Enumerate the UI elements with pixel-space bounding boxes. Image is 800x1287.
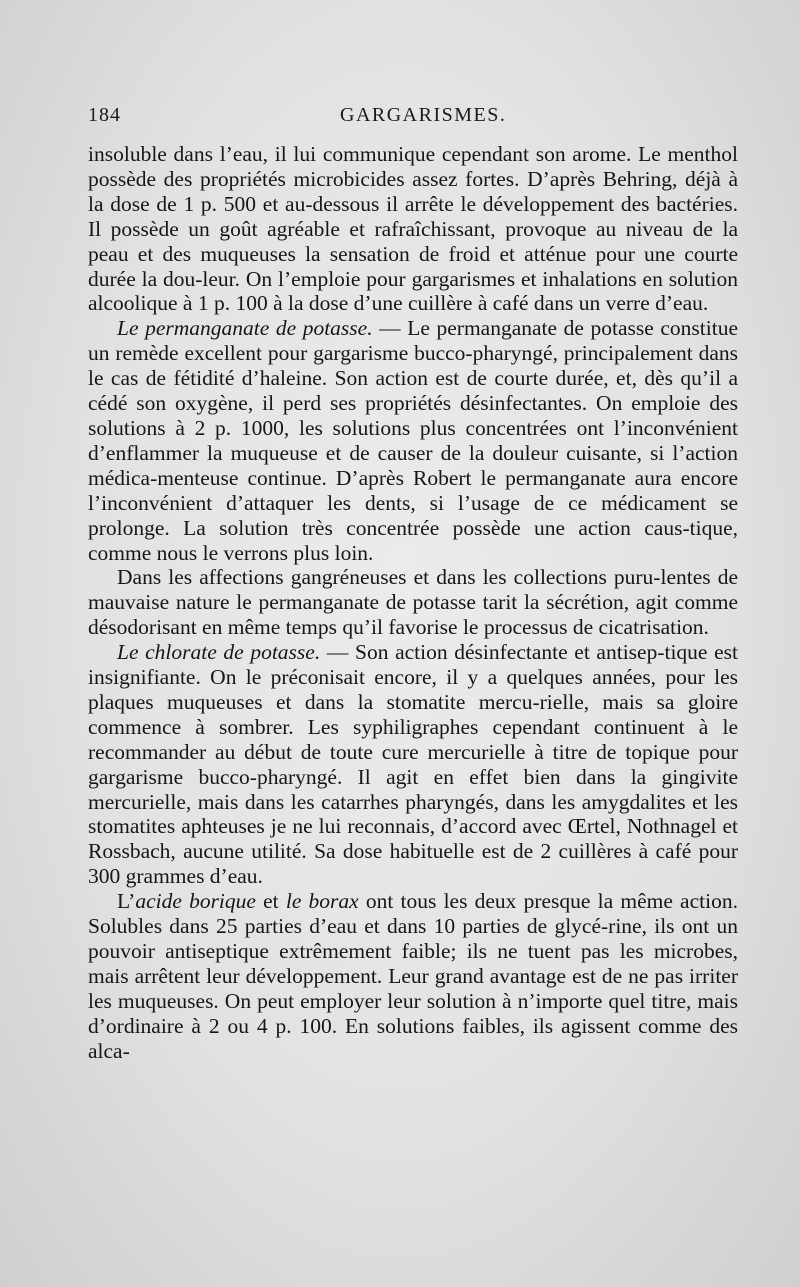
section-heading-chlorate: Le chlorate de potasse. xyxy=(117,640,321,665)
running-title: GARGARISMES. xyxy=(340,104,507,126)
paragraph-affections xyxy=(88,565,738,640)
section-heading-permanganate: Le permanganate de potasse. xyxy=(117,316,373,341)
section-heading-borax: le borax xyxy=(285,889,359,914)
paragraph-menthol-continued xyxy=(88,142,738,316)
section-heading-acide-borique: acide borique xyxy=(135,889,256,914)
paragraph-prefix: L’ xyxy=(117,889,136,914)
paragraph-text: insoluble dans l’eau, il lui communique cependant son arome. Le menthol possède des propriétés microbicides assez fortes. D’après Behring, déjà à la dose de 1 p. 500 et au-dessous il arrête le développement des bactéries. Il possède un goût agréable et rafraîchissant, provoque au niveau de la peau et des muqueuses la sensation de froid et atténue pour une courte durée la dou-leur. On l’emploie pour gargarismes et inhalations en solution alcoolique à 1 p. 100 à la dose d’une cuillère à café dans un verre d’eau. xyxy=(88,142,738,316)
paragraph-chlorate xyxy=(88,640,738,889)
paragraph-connector: et xyxy=(255,889,286,914)
paragraph-acide-borique xyxy=(88,889,738,1063)
paragraph-permanganate xyxy=(88,316,738,565)
paragraph-text: Dans les affections gangréneuses et dans les collections puru-lentes de mauvaise nature le permanganate de potasse tarit la sécrétion, agit comme désodorisant en même temps qu’il favorise le processus de cicatrisation. xyxy=(88,565,738,640)
page-number: 184 xyxy=(88,104,121,126)
paragraph-text: — Le permanganate de potasse constitue un remède excellent pour gargarisme bucco-pharyngé, principalement dans le cas de fétidité d’haleine. Son action est de courte durée, et, dès qu’il a cédé son oxygène, il perd ses propriétés désinfectantes. On emploie des solutions à 2 p. 1000, les solutions plus concentrées ont l’inconvénient d’enflammer la muqueuse et de causer de la douleur cuisante, si l’action médica-menteuse continue. D’après Robert le permanganate aura encore l’inconvénient d’attaquer les dents, si l’usage de ce médicament se prolonge. La solution très concentrée possède une action caus-tique, comme nous le verrons plus loin. xyxy=(88,316,738,565)
page-header xyxy=(88,104,728,130)
body-text xyxy=(88,142,738,1064)
paragraph-text: ont tous les deux presque la même action. Solubles dans 25 parties d’eau et dans 10 parties de glycé-rine, ils ont un pouvoir antiseptique extrêmement faible; ils ne tuent pas les microbes, mais arrêtent leur développement. Leur grand avantage est de ne pas irriter les muqueuses. On peut employer leur solution à n’importe quel titre, mais d’ordinaire à 2 ou 4 p. 100. En solutions faibles, ils agissent comme des alca- xyxy=(88,889,738,1063)
paragraph-text: — Son action désinfectante et antisep-tique est insignifiante. On le préconisait encore, il y a quelques années, pour les plaques muqueuses et dans la stomatite mercu-rielle, mais sa gloire commence à sombrer. Les syphiligraphes cependant continuent à le recommander au début de toute cure mercurielle à titre de topique pour gargarisme bucco-pharyngé. Il agit en effet bien dans la gingivite mercurielle, mais dans les catarrhes pharyngés, dans les amygdalites et les stomatites aphteuses je ne lui reconnais, d’accord avec Œrtel, Nothnagel et Rossbach, aucune utilité. Sa dose habituelle est de 2 cuillères à café pour 300 grammes d’eau. xyxy=(88,640,738,889)
